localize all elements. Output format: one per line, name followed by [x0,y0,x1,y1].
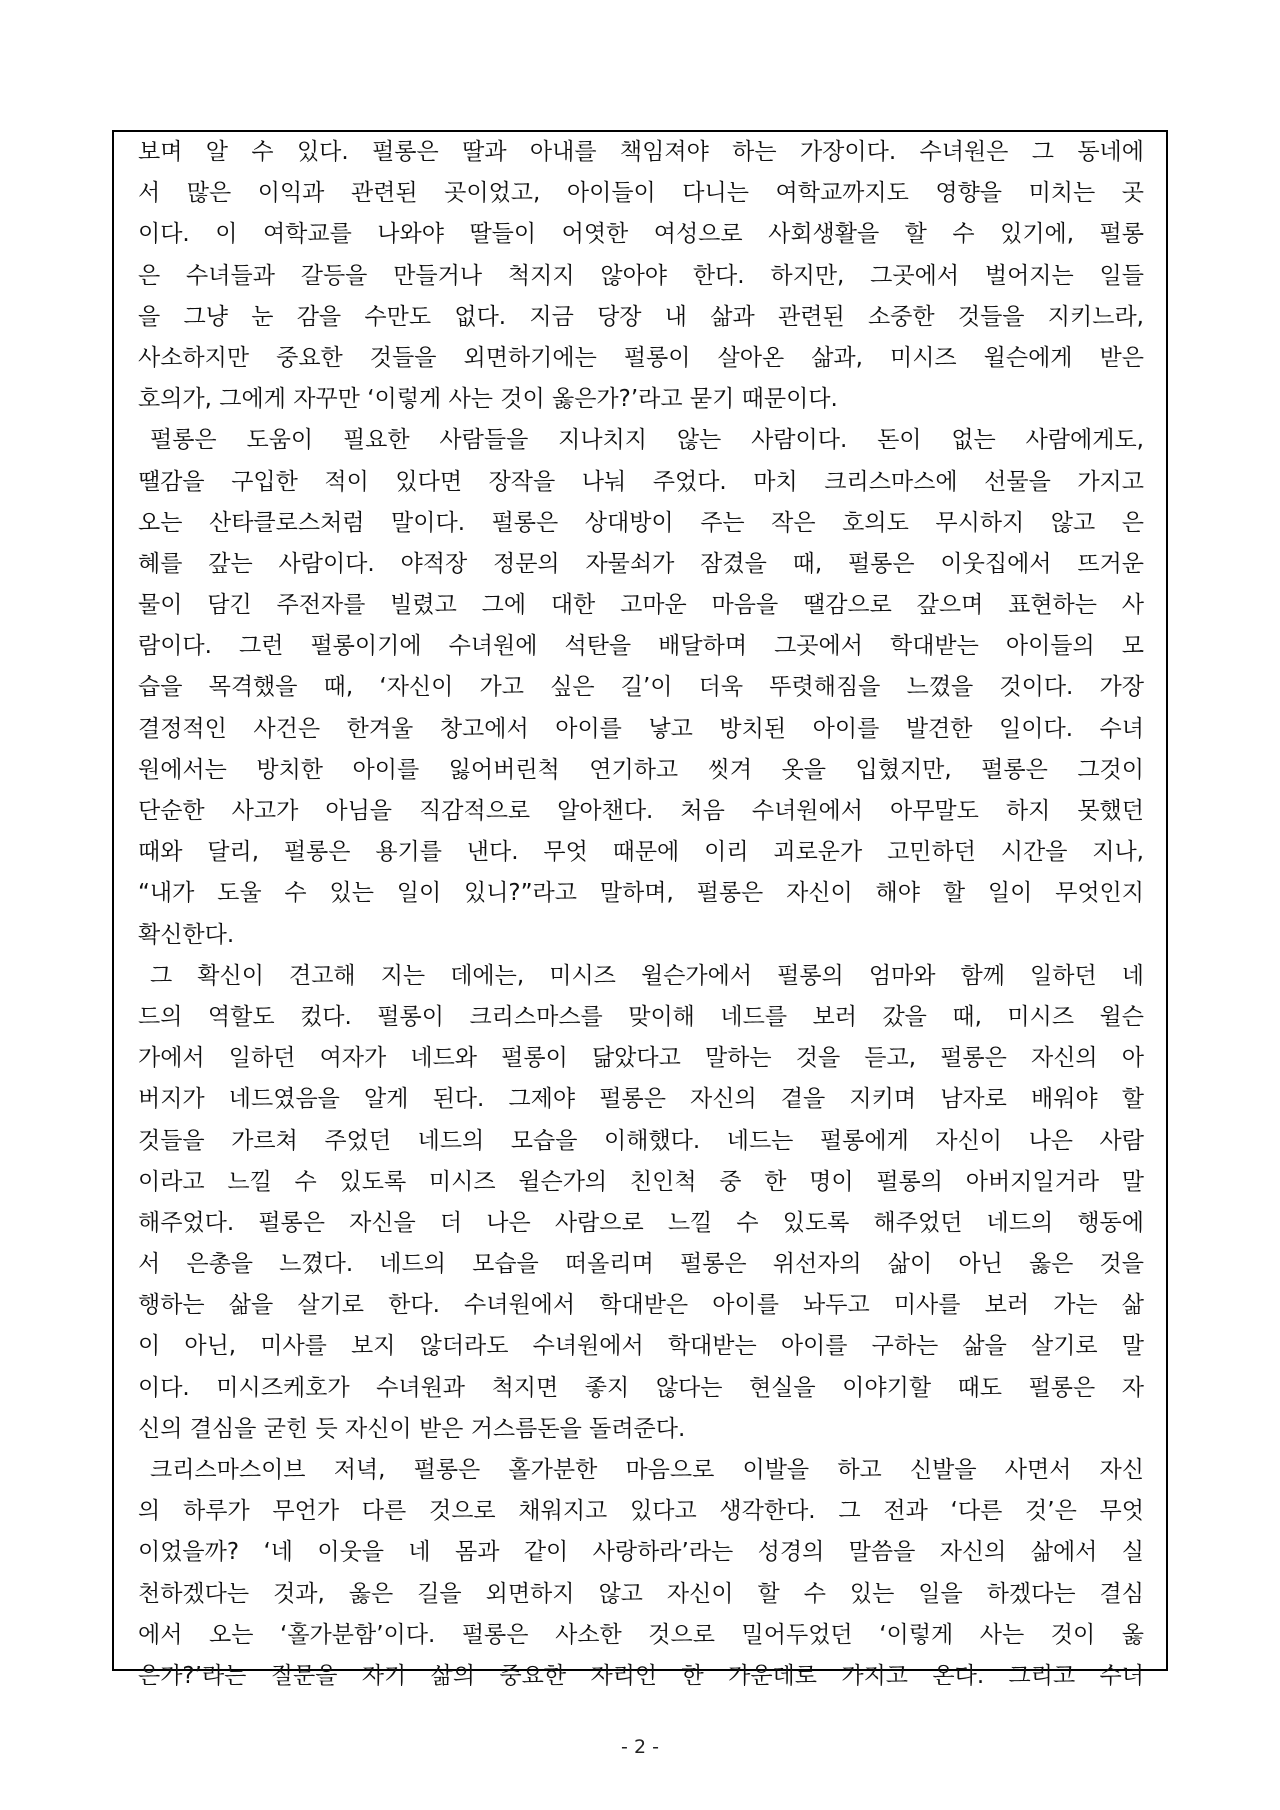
paragraph-start-line: 그 확신이 견고해 지는 데에는, 미시즈 윌슨가에서 펄롱의 엄마와 함께 일하던 네 [150,962,1144,989]
text-line: 것들을 가르쳐 주었던 네드의 모습을 이해했다. 네드는 펄롱에게 자신이 나은 사람 [138,1127,1144,1154]
text-line: 보며 알 수 있다. 펄롱은 딸과 아내를 책임져야 하는 가장이다. 수녀원은 그 동네에 [138,139,1144,165]
essay-text-box [112,130,1168,1689]
text-line: 의 하루가 무언가 다른 것으로 채워지고 있다고 생각한다. 그 전과 ‘다른 것’은 무엇 [138,1498,1144,1525]
text-line: 습을 목격했을 때, ‘자신이 가고 싶은 길’이 더욱 뚜렷해짐을 느꼈을 것이다. 가장 [138,674,1144,701]
text-line: 가에서 일하던 여자가 네드와 펄롱이 닮았다고 말하는 것을 듣고, 펄롱은 자신의 아 [138,1045,1144,1072]
text-line: 사소하지만 중요한 것들을 외면하기에는 펄롱이 살아온 삶과, 미시즈 윌슨에게 받은 [138,344,1144,371]
paragraph-start-line: 크리스마스이브 저녁, 펄롱은 홀가분한 마음으로 이발을 하고 신발을 사면서 자신 [150,1457,1144,1483]
text-line: 땔감을 구입한 적이 있다면 장작을 나눠 주었다. 마치 크리스마스에 선물을 가지고 [138,468,1144,495]
text-line: 드의 역할도 컸다. 펄롱이 크리스마스를 맞이해 네드를 보러 갔을 때, 미시즈 윌슨 [138,1003,1144,1030]
text-line: 에서 오는 ‘홀가분함’이다. 펄롱은 사소한 것으로 밀어두었던 ‘이렇게 사는 것이 옳 [138,1621,1144,1648]
text-line: 오는 산타클로스처럼 말이다. 펄롱은 상대방이 주는 작은 호의도 무시하지 않고 은 [138,509,1144,536]
text-line: 은가?’라는 질문을 자기 삶의 중요한 자리인 한 가운데로 가지고 온다. 그리고 수녀 [138,1662,1144,1689]
text-line: 해주었다. 펄롱은 자신을 더 나은 사람으로 느낄 수 있도록 해주었던 네드의 행동에 [138,1209,1144,1236]
text-line: 버지가 네드였음을 알게 된다. 그제야 펄롱은 자신의 곁을 지키며 남자로 배워야 할 [138,1086,1144,1113]
text-line: 은 수녀들과 갈등을 만들거나 척지지 않아야 한다. 하지만, 그곳에서 벌어지는 일들 [138,262,1144,289]
text-line: 서 많은 이익과 관련된 곳이었고, 아이들이 다니는 여학교까지도 영향을 미치는 곳 [138,180,1144,207]
text-line: 혜를 갚는 사람이다. 야적장 정문의 자물쇠가 잠겼을 때, 펄롱은 이웃집에서 뜨거운 [138,550,1144,577]
text-line: 결정적인 사건은 한겨울 창고에서 아이를 낳고 방치된 아이를 발견한 일이다. 수녀 [138,715,1144,742]
text-line: 을 그냥 눈 감을 수만도 없다. 지금 당장 내 삶과 관련된 소중한 것들을 지키느라, [138,303,1144,330]
text-line: 천하겠다는 것과, 옳은 길을 외면하지 않고 자신이 할 수 있는 일을 하겠다는 결심 [138,1580,1144,1607]
text-line: 이 아닌, 미사를 보지 않더라도 수녀원에서 학대받는 아이를 구하는 삶을 살기로 말 [138,1333,1144,1360]
text-line: 호의가, 그에게 자꾸만 ‘이렇게 사는 것이 옳은가?’라고 묻기 때문이다. [138,386,838,413]
text-line: 행하는 삶을 살기로 한다. 수녀원에서 학대받은 아이를 놔두고 미사를 보러 가는 삶 [138,1292,1144,1319]
essay-body [138,132,1144,1697]
text-line: “내가 도울 수 있는 일이 있니?”라고 말하며, 펄롱은 자신이 해야 할 일이 무엇인지 [138,880,1144,907]
text-line: 이었을까? ‘네 이웃을 네 몸과 같이 사랑하라’라는 성경의 말씀을 자신의 삶에서 실 [138,1539,1144,1566]
text-line: 이다. 미시즈케호가 수녀원과 척지면 좋지 않다는 현실을 이야기할 때도 펄롱은 자 [138,1374,1144,1401]
text-line: 신의 결심을 굳힌 듯 자신이 받은 거스름돈을 돌려준다. [138,1415,686,1442]
text-line: 단순한 사고가 아님을 직감적으로 알아챈다. 처음 수녀원에서 아무말도 하지 못했던 [138,798,1144,824]
text-line: 이라고 느낄 수 있도록 미시즈 윌슨가의 친인척 중 한 명이 펄롱의 아버지일거라 말 [138,1168,1144,1195]
text-line: 물이 담긴 주전자를 빌렸고 그에 대한 고마운 마음을 땔감으로 갚으며 표현하는 사 [138,592,1144,619]
text-line: 확신한다. [138,921,235,948]
text-line: 서 은총을 느꼈다. 네드의 모습을 떠올리며 펄롱은 위선자의 삶이 아닌 옳은 것을 [138,1251,1144,1278]
text-line: 원에서는 방치한 아이를 잃어버린척 연기하고 씻겨 옷을 입혔지만, 펄롱은 그것이 [138,756,1144,783]
text-line: 이다. 이 여학교를 나와야 딸들이 어엿한 여성으로 사회생활을 할 수 있기에, 펄롱 [138,221,1144,248]
page-number: - 2 - [621,1736,659,1758]
paragraph-start-line: 펄롱은 도움이 필요한 사람들을 지나치지 않는 사람이다. 돈이 없는 사람에게도, [150,427,1144,454]
text-line: 때와 달리, 펄롱은 용기를 낸다. 무엇 때문에 이리 괴로운가 고민하던 시간을 지나, [138,839,1144,866]
text-line: 람이다. 그런 펄롱이기에 수녀원에 석탄을 배달하며 그곳에서 학대받는 아이들의 모 [138,633,1144,660]
